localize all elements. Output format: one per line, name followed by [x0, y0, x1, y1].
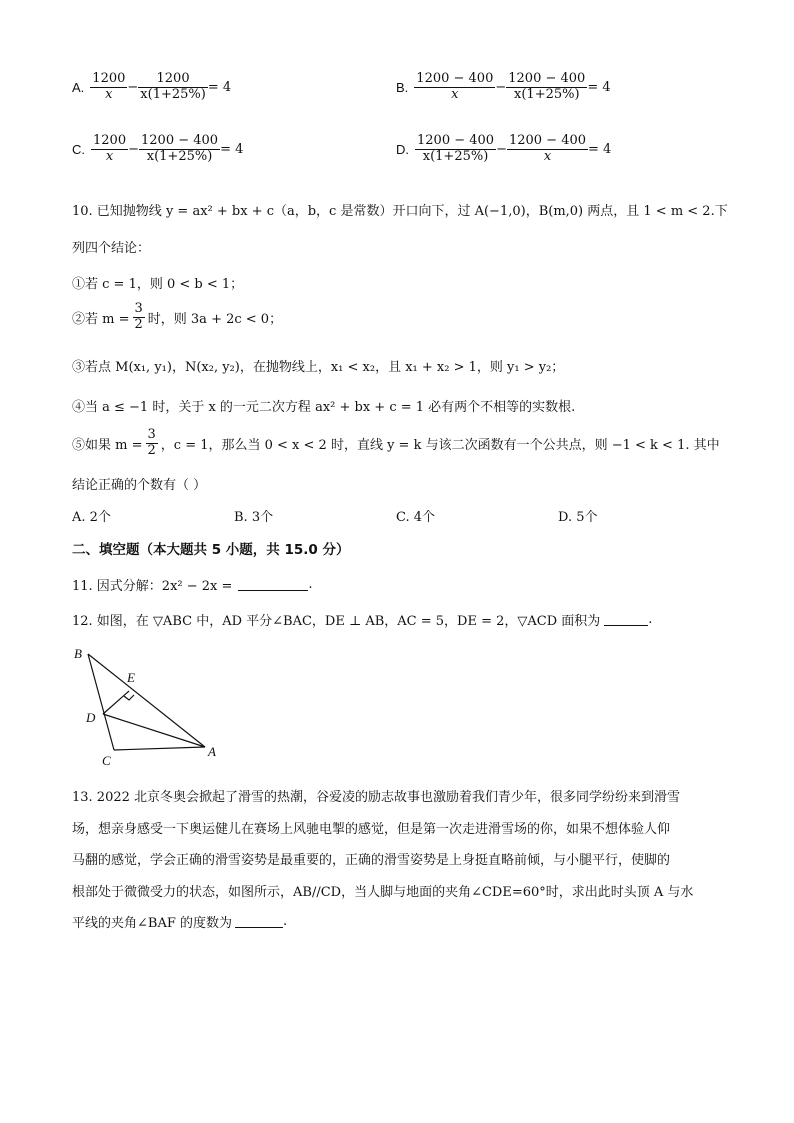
option-b-term1: $\frac{1200 - 400}{x}$ — [416, 71, 494, 102]
q13-line-2: 场，想亲身感受一下奥运健儿在赛场上风驰电掣的感觉，但是第一次走进滑雪场的你，如果不想体验人仰 — [72, 822, 671, 837]
option-d — [396, 134, 611, 165]
q10-c2-post: 时，则 3a + 2c < 0； — [147, 311, 283, 327]
triangle-figure — [70, 644, 230, 770]
q11-answer-blank[interactable] — [238, 578, 308, 591]
q10-option-c: C. 4个 — [396, 510, 436, 525]
option-a — [72, 72, 231, 103]
q10-question-end: 结论正确的个数有（ ） — [72, 478, 207, 493]
option-d-rhs: = 4 — [588, 141, 612, 157]
q10-conclusion-4: ④当 a ≤ −1 时，关于 x 的一元二次方程 ax² + bx + c = 1 必有两个不相等的实数根. — [72, 400, 576, 415]
option-b-term2: $\frac{1200 - 400}{x(1+25\%)}$ — [508, 71, 586, 102]
q10-conclusion-1: ①若 c = 1，则 0 < b < 1； — [72, 277, 244, 292]
option-a-term2: $\frac{1200}{x(1+25\%)}$ — [140, 71, 206, 102]
q11-end: . — [308, 577, 313, 592]
q11 — [72, 575, 313, 594]
q10-c2-frac: $\frac{3}{2}$ — [134, 301, 143, 332]
q10-conclusion-3: ③若点 M(x₁, y₁)，N(x₂, y₂)，在抛物线上，x₁ < x₂，且 x₁ + x₂ > 1，则 y₁ > y₂； — [72, 360, 565, 375]
option-b-rhs: = 4 — [587, 79, 611, 95]
q10-option-a: A. 2个 — [72, 510, 111, 525]
option-d-label: D. — [396, 141, 409, 157]
label-a: A — [208, 744, 216, 759]
label-b: B — [74, 646, 82, 661]
option-b-op: − — [495, 79, 507, 95]
q10-line1: 10. 已知抛物线 y = ax² + bx + c（a，b，c 是常数）开口向下，过 A(−1,0)，B(m,0) 两点，且 1 < m < 2.下 — [72, 204, 728, 219]
q12-text: 12. 如图，在 ▽ABC 中，AD 平分∠BAC，DE ⊥ AB，AC = 5，DE = 2，▽ACD 面积为 — [72, 614, 601, 629]
section-heading: 二、填空题（本大题共 5 小题，共 15.0 分） — [72, 542, 350, 558]
option-b — [396, 72, 611, 103]
option-a-term1: $\frac{1200}{x}$ — [92, 71, 126, 102]
option-d-term2: $\frac{1200 - 400}{x}$ — [508, 133, 587, 164]
side-ab — [88, 654, 205, 747]
option-b-label: B. — [396, 79, 409, 95]
perpendicular-de — [103, 691, 129, 714]
q12 — [72, 610, 652, 629]
q13-end: . — [283, 914, 288, 929]
option-c-term2: $\frac{1200 - 400}{x(1+25\%)}$ — [141, 133, 219, 164]
option-c-label: C. — [72, 141, 85, 157]
option-d-term1: $\frac{1200 - 400}{x(1+25\%)}$ — [417, 133, 495, 164]
q13-line-4: 根部处于微微受力的状态，如图所示，AB//CD，当人脚与地面的夹角∠CDE=60°时，求出此时头顶 A 与水 — [72, 885, 694, 900]
q10-conclusion-2 — [72, 302, 282, 333]
option-c-rhs: = 4 — [220, 141, 244, 157]
q10-c5-post: ，c = 1，那么当 0 < x < 2 时，直线 y = k 与该二次函数有一个公共点，则 −1 < k < 1. 其中 — [160, 437, 720, 453]
label-d: D — [86, 710, 96, 725]
option-a-op: − — [127, 79, 139, 95]
q13-answer-blank[interactable] — [235, 915, 283, 928]
q13-line-5-text: 平线的夹角∠BAF 的度数为 — [72, 916, 232, 931]
q10-option-b: B. 3个 — [234, 510, 274, 525]
option-c-op: − — [128, 141, 139, 157]
option-c — [72, 134, 243, 165]
q12-answer-blank[interactable] — [604, 613, 648, 626]
q13-line-3: 马翻的感觉，学会正确的滑雪姿势是最重要的，正确的滑雪姿势是上身挺直略前倾，与小腿平行，使脚的 — [72, 853, 671, 868]
q12-end: . — [648, 612, 653, 627]
right-angle-mark — [124, 695, 134, 700]
q10-conclusion-5 — [72, 428, 720, 459]
option-a-rhs: = 4 — [207, 79, 232, 95]
q10-option-d: D. 5个 — [558, 510, 598, 525]
q11-text: 11. 因式分解：2x² − 2x = — [72, 579, 233, 594]
label-e: E — [127, 670, 135, 685]
option-d-op: − — [496, 141, 507, 157]
q10-c2-pre: ②若 m = — [72, 311, 130, 327]
q10-c5-pre: ⑤如果 m = — [72, 437, 143, 453]
q10-c5-frac: $\frac{3}{2}$ — [147, 427, 156, 458]
side-ca — [114, 747, 205, 750]
option-a-label: A. — [72, 79, 85, 95]
q10-line2: 列四个结论： — [72, 241, 151, 256]
label-c: C — [102, 753, 111, 768]
q13-line-5 — [72, 912, 287, 931]
option-c-term1: $\frac{1200}{x}$ — [93, 133, 127, 164]
side-bc — [88, 654, 114, 750]
q13-line-1: 13. 2022 北京冬奥会掀起了滑雪的热潮，谷爱凌的励志故事也激励着我们青少年，很多同学纷纷来到滑雪 — [72, 790, 681, 805]
bisector-ad — [103, 714, 205, 747]
